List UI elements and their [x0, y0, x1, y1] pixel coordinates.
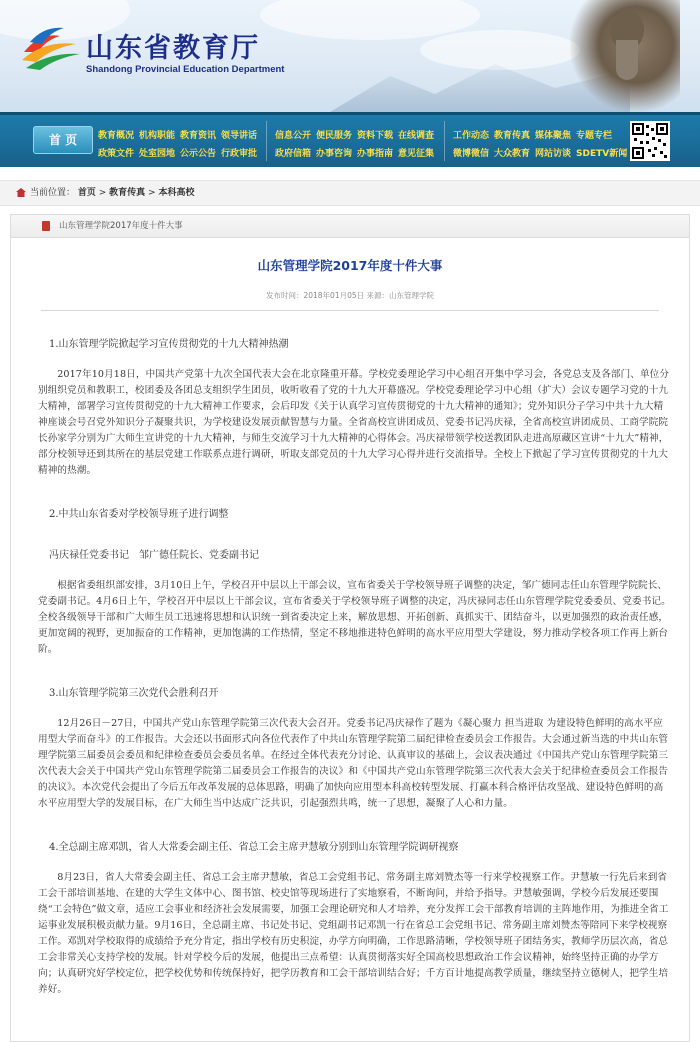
- section-heading: 1.山东管理学院掀起学习宣传贯彻党的十九大精神热潮: [49, 339, 289, 350]
- divider: [41, 310, 659, 311]
- nav-row: [98, 141, 262, 159]
- paragraph: 12月26日－27日，中国共产党山东管理学院第三次代表大会召开。党委书记冯庆禄作了题为《凝心聚力 担当进取 为建设特色鲜明的高水平应用型大学而奋斗》的工作报告。大会还以书面形式向各位代表作了中共山东管理学院第二届纪律检查委员会工作报告。大会通过新当选的中共山东管理学院第三届委员会委员和纪律检查委员会委员名单。在经过全体代表充分讨论、认真审议的基础上，会议表决通过《中国共产党山东管理学院第三次代表大会关于中国共产党山东管理学院第二届委员会工作报告的决议》和《中国共产党山东管理学院第三次代表大会关于纪律检查委员会工作报告的决议》。本次党代会提出了今后五年改革发展的总体思路，明确了加快向应用型本科高校转型发展、打赢本科合格评估攻坚战、建设特色鲜明的高水平应用型大学的发展目标，在广大师生当中达成广泛共识，引起强烈共鸣，统一了思想，凝聚了人心和力量。: [38, 718, 669, 809]
- site-subtitle: Shandong Provincial Education Department: [86, 64, 285, 75]
- paragraph: 8月23日，省人大常委会副主任、省总工会主席尹慧敏，省总工会党组书记、常务副主席刘赞杰等一行来学校视察工作。尹慧敏一行先后来到省工会干部培训基地、在建的大学生文体中心、图书馆、校史馆等现场进行了实地察看，不断询问，并给予指导。尹慧敏强调，学校今后发展还要围绕“工会特色”做文章，适应工会事业和经济社会发展需要，加强工会理论研究和人才培养，充分发挥工会干部教育培训的主阵地作用，为推进全省工运事业发展积极贡献力量。9月16日，全总副主席、书记处书记、党组副书记邓凯一行在省总工会党组书记、常务副主席刘赞杰等陪同下来学校视察工作。邓凯对学校取得的成绩给予充分肯定，指出学校有历史积淀，办学方向明确，工作思路清晰，学校领导班子团结务实，教师学历层次高，省总工会非常关心支持学校的发展。针对学校今后的发展，他提出三点希望：认真贯彻落实好全国高校思想政治工作会议精神，始终坚持正确的办学方向；认真研究好学校定位，把学校优势和传统保持好，把学历教育和工会干部培训结合好；千方百计地提高教学质量，继续坚持立德树人，把学生培养好。: [38, 872, 669, 995]
- breadcrumb-label: 当前位置：: [30, 188, 76, 198]
- nav-group-2: [275, 123, 439, 159]
- nav-item[interactable]: 网站访谈: [535, 149, 572, 159]
- nav-item[interactable]: 便民服务: [316, 131, 353, 141]
- section-heading: 2.中共山东省委对学校领导班子进行调整: [49, 509, 229, 520]
- section-heading: 4.全总副主席邓凯，省人大常委会副主任、省总工会主席尹慧敏分别到山东管理学院调研视察: [49, 842, 459, 853]
- nav-item[interactable]: 办事指南: [357, 149, 394, 159]
- home-button[interactable]: 首 页: [33, 126, 93, 154]
- confucius-statue-image: [570, 0, 680, 112]
- nav-group-1: [98, 123, 262, 159]
- nav-item[interactable]: 工作动态: [453, 131, 490, 141]
- nav-item[interactable]: SDETV新闻: [576, 149, 628, 159]
- article-title: 山东管理学院2017年度十件大事: [257, 258, 443, 273]
- breadcrumb-item-home[interactable]: 首页: [77, 188, 96, 198]
- qr-code-icon: [632, 123, 668, 159]
- document-icon: [42, 221, 50, 231]
- nav-item[interactable]: 公示公告: [180, 149, 217, 159]
- paragraph: 根据省委组织部安排，3月10日上午，学校召开中层以上干部会议，宣布省委关于学校领导班子调整的决定，邹广德同志任山东管理学院院长、党委副书记。4月6日上午，学校召开中层以上干部会议，宣布省委关于学校领导班子调整的决定，冯庆禄同志任山东管理学院党委委员、党委书记。全校各级领导干部和广大师生员工迅速将思想和认识统一到省委决定上来，解放思想、开拓创新、真抓实干、团结奋斗，以更加强烈的政治责任感，更加宽阔的视野，更加振奋的工作精神，更加饱满的工作热情，坚定不移地推进特色鲜明的高水平应用型大学建设，努力推动学校各项工作再上新台阶。: [38, 580, 671, 655]
- nav-item[interactable]: 专题专栏: [576, 131, 613, 141]
- nav-item[interactable]: 机构职能: [139, 131, 176, 141]
- breadcrumb-separator: >: [95, 188, 110, 198]
- nav-item[interactable]: 行政审批: [221, 149, 258, 159]
- nav-row: [275, 123, 439, 141]
- breadcrumb-separator: >: [145, 188, 159, 198]
- qr-code-image[interactable]: [630, 121, 670, 161]
- nav-item[interactable]: 教育概况: [98, 131, 135, 141]
- breadcrumb-text: [30, 181, 194, 205]
- section-subheading: 冯庆禄任党委书记 邹广德任院长、党委副书记: [49, 550, 259, 561]
- nav-item[interactable]: 意见征集: [398, 149, 435, 159]
- breadcrumb-item-education-news[interactable]: 教育传真: [109, 188, 146, 198]
- article-meta: 发布时间：2018年01月05日 来源：山东管理学院: [265, 291, 435, 300]
- paragraph: 2017年10月18日，中国共产党第十九次全国代表大会在北京隆重开幕。学校党委理论学习中心组召开集中学习会，各党总支及各部门、单位分别组织党员和教职工，校团委及各团总支组织学生团员，收听收看了党的十九大开幕盛况。学校党委理论学习中心组（扩大）会议专题学习党的十九大精神，部署学习宣传贯彻党的十九大精神工作要求，会后印发《关于认真学习宣传贯彻党的十九大精神的通知》；党外知识分子学习中共十九大精神座谈会号召党外知识分子凝聚共识，为学校建设发展贡献智慧与力量。全省高校宣讲团成员、党委书记冯庆禄，全省高校宣讲团成员、工商学院院长孙家学分别为广大师生宣讲党的十九大精神，与师生交流学习十九大精神的心得体会。冯庆禄带领学校送教团队走进高原藏区宣讲“十九大”精神，部分校领导还到其所在的基层党建工作联系点进行调研，听取支部党员的十九大学习心得并进行交流指导。全校上下掀起了学习宣传贯彻党的十九大精神的热潮。: [38, 369, 670, 476]
- nav-divider: [266, 121, 267, 161]
- nav-row: [453, 141, 632, 159]
- nav-item[interactable]: 领导讲话: [221, 131, 258, 141]
- nav-item[interactable]: 教育资讯: [180, 131, 217, 141]
- cloud-decoration: [420, 30, 580, 70]
- nav-item[interactable]: 处室园地: [139, 149, 176, 159]
- statue-beard: [616, 40, 638, 80]
- article-panel: [10, 214, 690, 1042]
- nav-item[interactable]: 信息公开: [275, 131, 312, 141]
- nav-divider: [444, 121, 445, 161]
- section-heading: 3.山东管理学院第三次党代会胜利召开: [49, 688, 219, 699]
- article-tab-label: 山东管理学院2017年度十件大事: [59, 221, 183, 231]
- site-header-banner: [0, 0, 700, 112]
- nav-item[interactable]: 在线调查: [398, 131, 435, 141]
- nav-item[interactable]: 政府信箱: [275, 149, 312, 159]
- nav-item[interactable]: 政策文件: [98, 149, 135, 159]
- nav-item[interactable]: 微博微信: [453, 149, 490, 159]
- breadcrumb: [0, 180, 700, 206]
- education-department-logo[interactable]: [20, 22, 82, 74]
- nav-item[interactable]: 办事咨询: [316, 149, 353, 159]
- nav-item[interactable]: 媒体聚焦: [535, 131, 572, 141]
- article-tab: [11, 215, 689, 238]
- main-navigation: [0, 112, 700, 167]
- nav-row: [98, 123, 262, 141]
- breadcrumb-item-universities[interactable]: 本科高校: [158, 188, 195, 198]
- article-body: [11, 335, 689, 998]
- nav-item[interactable]: 资料下载: [357, 131, 394, 141]
- nav-item[interactable]: 教育传真: [494, 131, 531, 141]
- nav-group-3: [453, 123, 632, 159]
- site-title[interactable]: 山东省教育厅: [86, 33, 260, 64]
- nav-row: [453, 123, 632, 141]
- nav-item[interactable]: 大众教育: [494, 149, 531, 159]
- home-icon: [16, 188, 26, 197]
- nav-row: [275, 141, 439, 159]
